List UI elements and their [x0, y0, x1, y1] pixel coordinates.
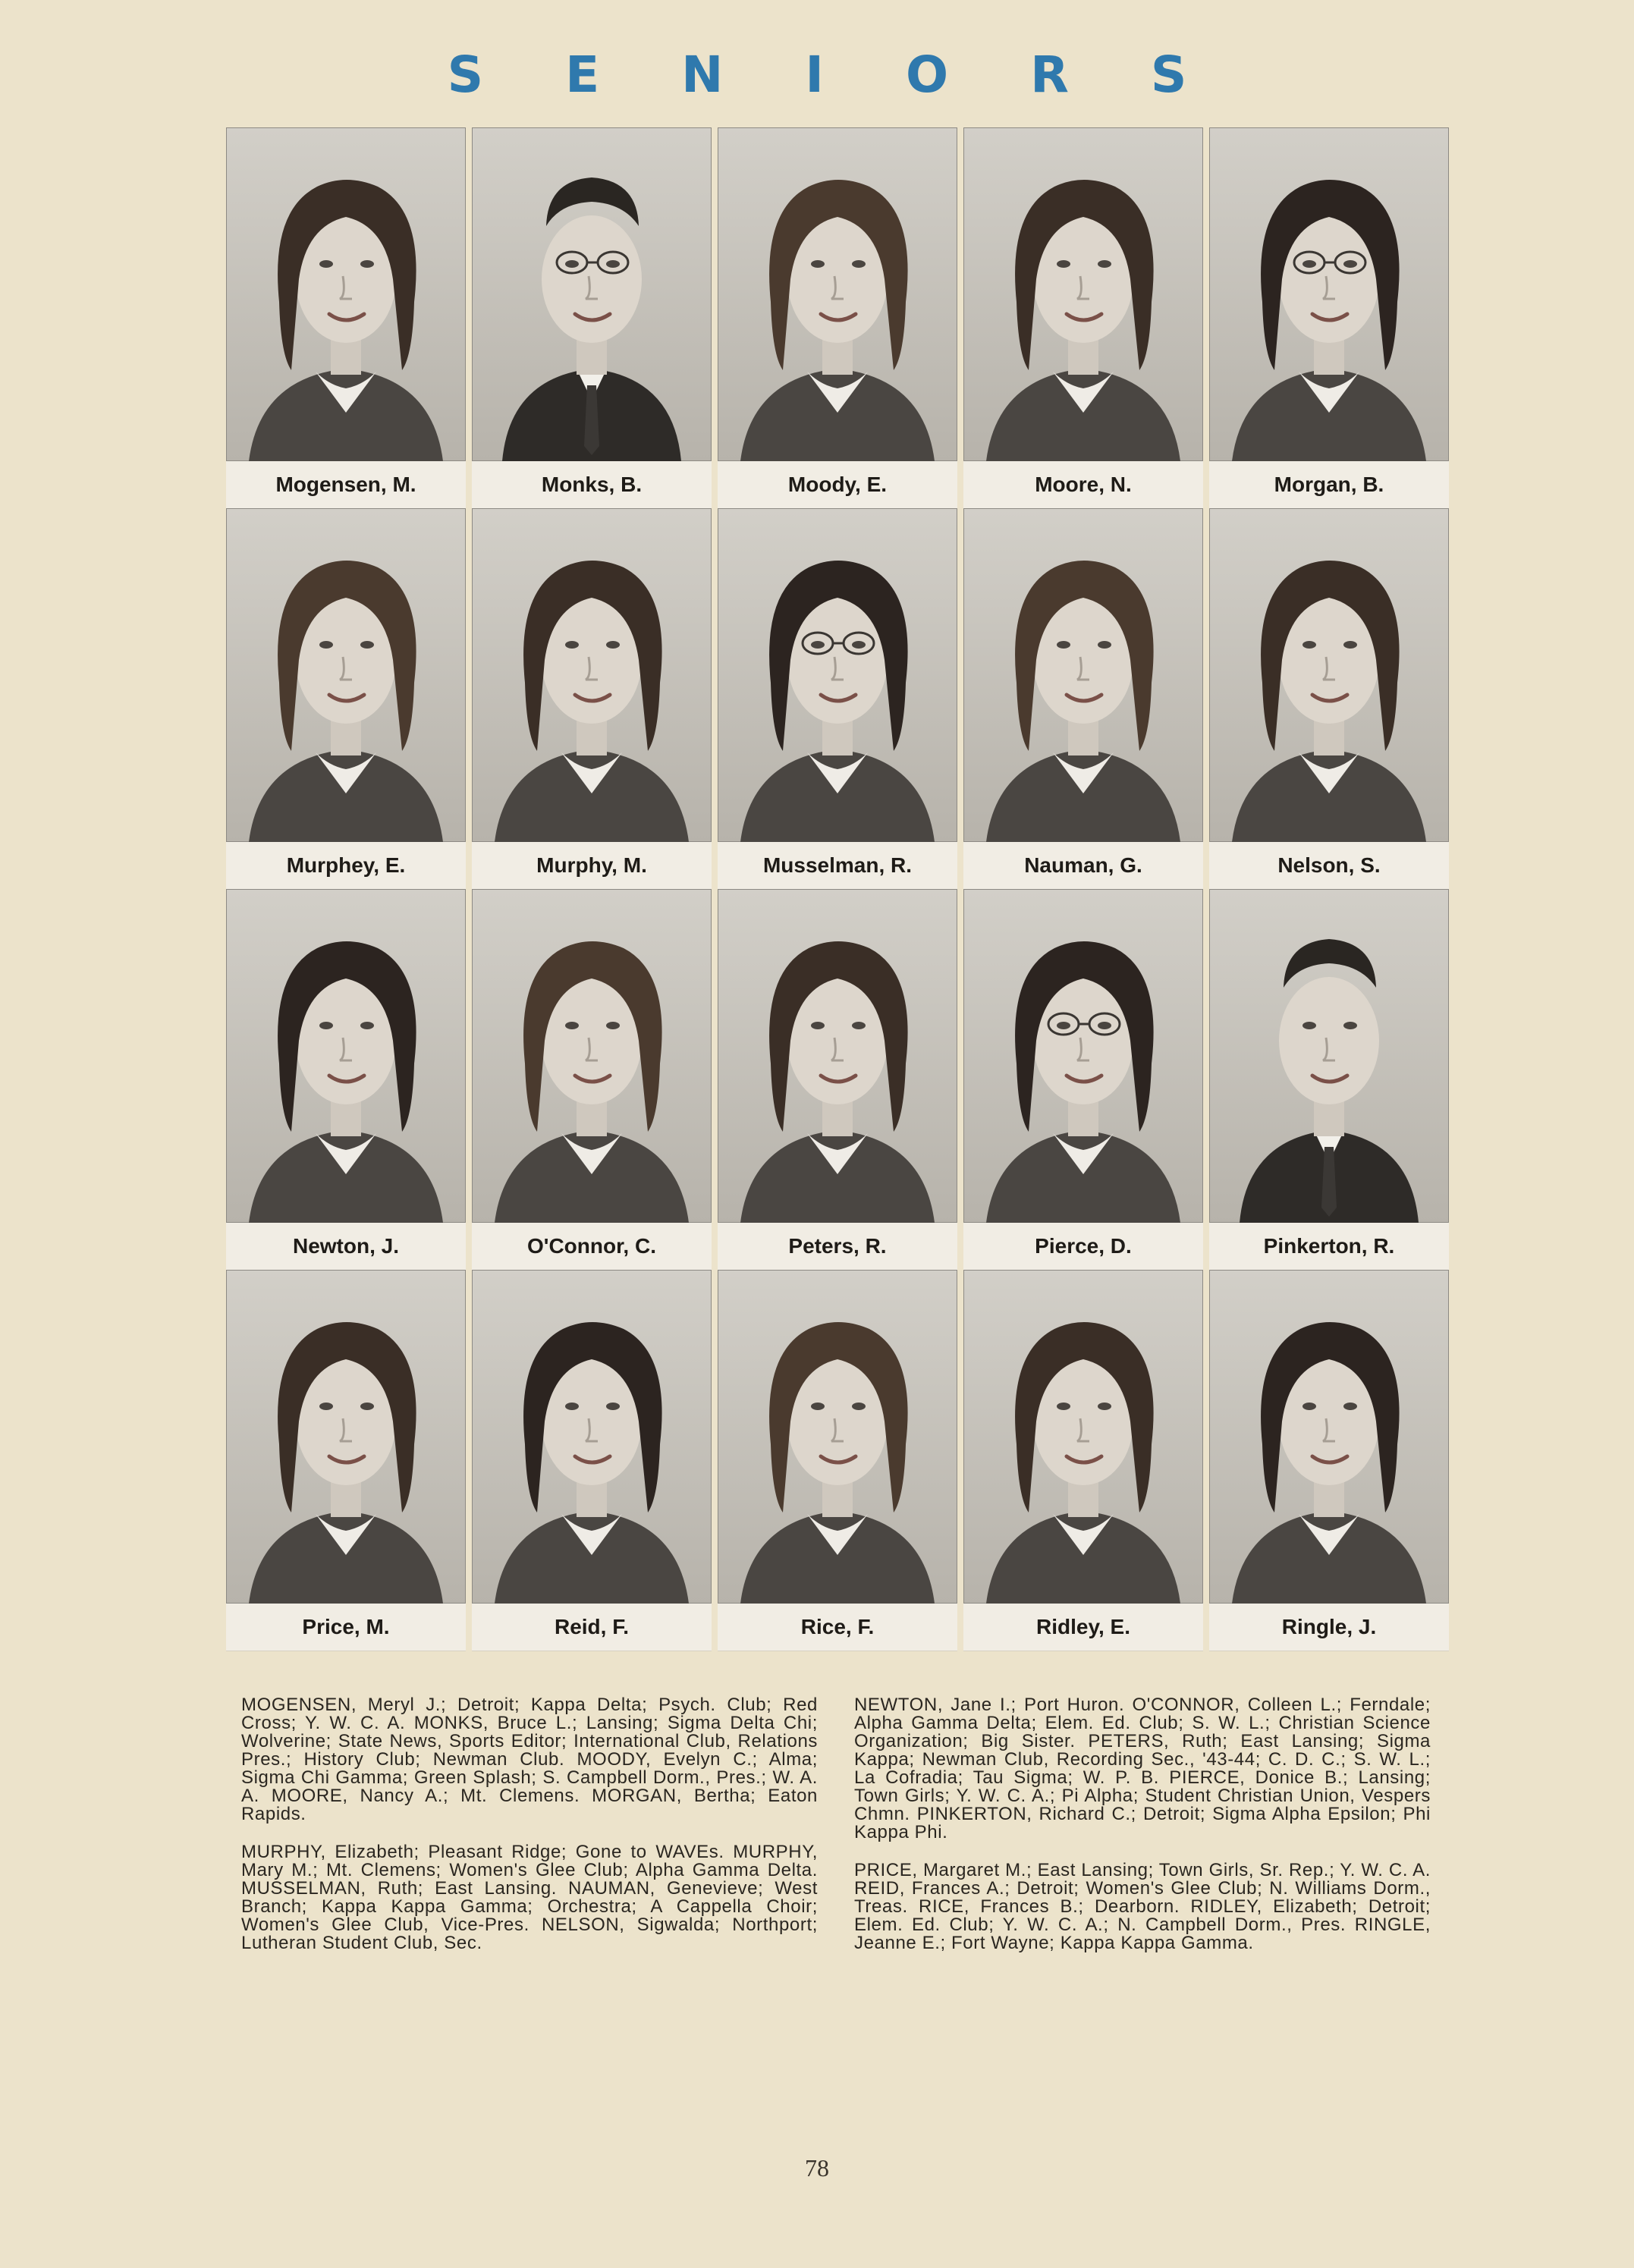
- portrait-card: [1209, 508, 1449, 889]
- portrait-photo: [472, 508, 712, 842]
- portrait-card: [963, 508, 1203, 889]
- bio-paragraph: MOGENSEN, Meryl J.; Detroit; Kappa Delta; Psych. Club; Red Cross; Y. W. C. A. MONKS, Bruce L.; Lansing; Sigma Delta Chi; Wolverine; State News, Sports Editor; International Club, Relations Pres.; History Club; Newman Club. MOODY, Evelyn C.; Alma; Sigma Chi Gamma; Green Splash; S. Campbell Dorm., Pres.; W. A. A. MOORE, Nancy A.; Mt. Clemens. MORGAN, Bertha; Eaton Rapids.: [241, 1695, 818, 1824]
- portrait-photo: [1209, 508, 1449, 842]
- student-name: Pinkerton, R.: [1209, 1223, 1449, 1271]
- portrait-card: [226, 1270, 466, 1651]
- portrait-photo: [963, 889, 1203, 1223]
- portrait-card: [963, 127, 1203, 508]
- student-name: Moore, N.: [963, 461, 1203, 509]
- bio-column-left: [241, 1696, 818, 1972]
- portrait-photo: [718, 1270, 957, 1604]
- portrait-card: [472, 889, 712, 1270]
- student-name: Nelson, S.: [1209, 842, 1449, 890]
- student-name: Ringle, J.: [1209, 1604, 1449, 1651]
- portrait-card: [472, 508, 712, 889]
- portrait-photo: [226, 508, 466, 842]
- student-name: Peters, R.: [718, 1223, 957, 1271]
- portrait-photo: [963, 127, 1203, 461]
- student-name: O'Connor, C.: [472, 1223, 712, 1271]
- portrait-photo: [963, 1270, 1203, 1604]
- bio-section: [241, 1695, 1431, 1972]
- portrait-photo: [718, 508, 957, 842]
- portrait-card: [963, 889, 1203, 1270]
- student-name: Murphey, E.: [226, 842, 466, 890]
- student-name: Monks, B.: [472, 461, 712, 509]
- student-name: Reid, F.: [472, 1604, 712, 1651]
- portrait-card: [226, 508, 466, 889]
- portrait-card: [1209, 127, 1449, 508]
- student-name: Pierce, D.: [963, 1223, 1203, 1271]
- portrait-card: [718, 508, 957, 889]
- portrait-card: [963, 1270, 1203, 1651]
- student-name: Mogensen, M.: [226, 461, 466, 509]
- bio-column-right: [854, 1696, 1431, 1972]
- portrait-card: [718, 889, 957, 1270]
- portrait-grid: [226, 127, 1449, 1651]
- portrait-photo: [226, 127, 466, 461]
- student-name: Rice, F.: [718, 1604, 957, 1651]
- portrait-card: [226, 889, 466, 1270]
- student-name: Moody, E.: [718, 461, 957, 509]
- bio-paragraph: MURPHY, Elizabeth; Pleasant Ridge; Gone to WAVEs. MURPHY, Mary M.; Mt. Clemens; Women's Glee Club; Alpha Gamma Delta. MUSSELMAN, Ruth; East Lansing. NAUMAN, Genevieve; West Branch; Kappa Kappa Gamma; Orchestra; A Cappella Choir; Women's Glee Club, Vice-Pres. NELSON, Sigwalda; Northport; Lutheran Student Club, Sec.: [241, 1842, 818, 1953]
- portrait-photo: [226, 889, 466, 1223]
- portrait-photo: [963, 508, 1203, 842]
- student-name: Murphy, M.: [472, 842, 712, 890]
- student-name: Price, M.: [226, 1604, 466, 1651]
- portrait-photo: [718, 889, 957, 1223]
- page-title: SENIORS: [447, 46, 1269, 104]
- portrait-photo: [1209, 1270, 1449, 1604]
- portrait-card: [718, 1270, 957, 1651]
- student-name: Musselman, R.: [718, 842, 957, 890]
- portrait-card: [718, 127, 957, 508]
- page-number: 78: [805, 2154, 829, 2182]
- portrait-photo: [226, 1270, 466, 1604]
- portrait-photo: [718, 127, 957, 461]
- portrait-photo: [472, 127, 712, 461]
- bio-paragraph: PRICE, Margaret M.; East Lansing; Town Girls, Sr. Rep.; Y. W. C. A. REID, Frances A.; Detroit; Women's Glee Club; N. Williams Dorm., Treas. RICE, Frances B.; Dearborn. RIDLEY, Elizabeth; Detroit; Elem. Ed. Club; Y. W. C. A.; N. Campbell Dorm., Pres. RINGLE, Jeanne E.; Fort Wayne; Kappa Kappa Gamma.: [854, 1860, 1431, 1953]
- portrait-photo: [472, 889, 712, 1223]
- student-name: Morgan, B.: [1209, 461, 1449, 509]
- portrait-photo: [1209, 889, 1449, 1223]
- portrait-card: [1209, 1270, 1449, 1651]
- student-name: Ridley, E.: [963, 1604, 1203, 1651]
- student-name: Newton, J.: [226, 1223, 466, 1271]
- portrait-card: [472, 127, 712, 508]
- portrait-photo: [472, 1270, 712, 1604]
- portrait-card: [1209, 889, 1449, 1270]
- bio-paragraph: NEWTON, Jane I.; Port Huron. O'CONNOR, Colleen L.; Ferndale; Alpha Gamma Delta; Elem. Ed. Club; S. W. L.; Christian Science Organization; Big Sister. PETERS, Ruth; East Lansing; Sigma Kappa; Newman Club, Recording Sec., '43-44; C. D. C.; S. W. L.; La Cofradia; Tau Sigma; W. P. B. PIERCE, Donice B.; Lansing; Town Girls; Y. W. C. A.; Pi Alpha; Student Christian Union, Vespers Chmn. PINKERTON, Richard C.; Detroit; Sigma Alpha Epsilon; Phi Kappa Phi.: [854, 1695, 1431, 1842]
- portrait-photo: [1209, 127, 1449, 461]
- portrait-card: [226, 127, 466, 508]
- student-name: Nauman, G.: [963, 842, 1203, 890]
- portrait-card: [472, 1270, 712, 1651]
